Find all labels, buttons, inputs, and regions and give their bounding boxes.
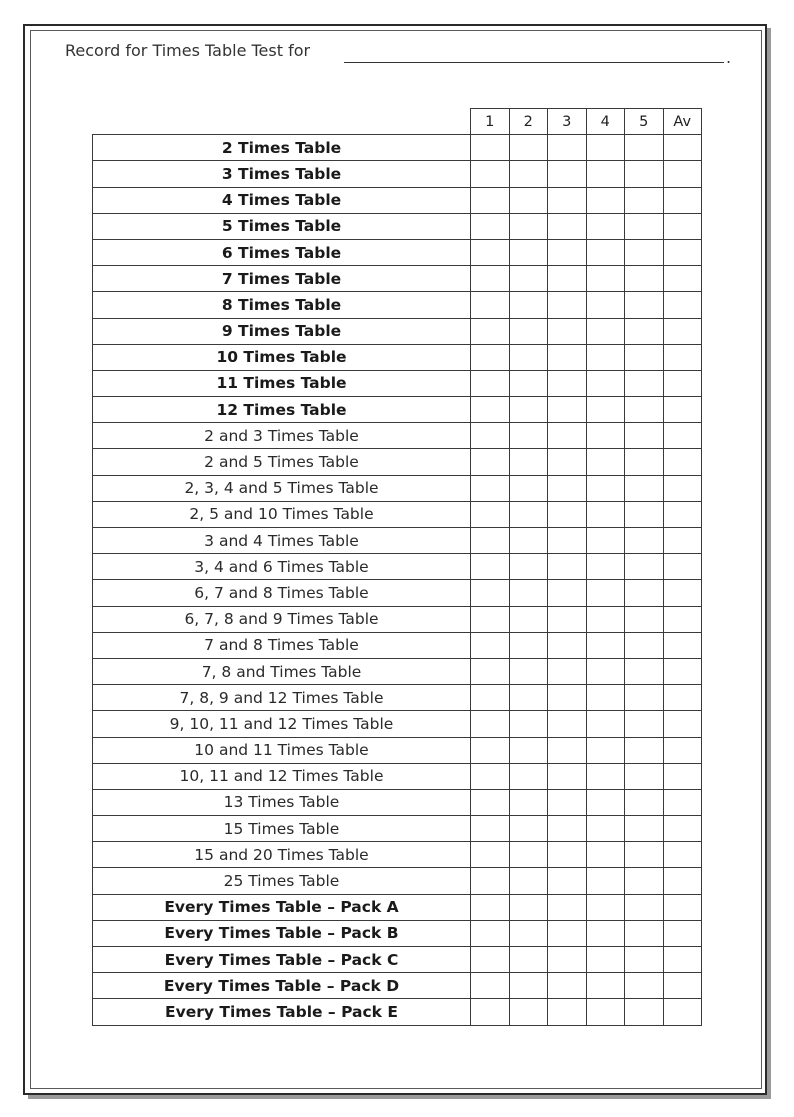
row-label: 12 Times Table bbox=[93, 397, 471, 423]
score-cell[interactable] bbox=[471, 658, 510, 684]
score-cell[interactable] bbox=[509, 763, 548, 789]
score-cell[interactable] bbox=[471, 213, 510, 239]
table-row bbox=[93, 528, 702, 554]
score-cell[interactable] bbox=[509, 370, 548, 396]
score-cell[interactable] bbox=[548, 239, 587, 265]
table-row bbox=[93, 842, 702, 868]
score-cell[interactable] bbox=[471, 501, 510, 527]
score-cell[interactable] bbox=[586, 397, 625, 423]
score-cell[interactable] bbox=[548, 685, 587, 711]
row-label: 7, 8, 9 and 12 Times Table bbox=[93, 685, 471, 711]
score-cell[interactable] bbox=[586, 711, 625, 737]
score-cell[interactable] bbox=[586, 318, 625, 344]
table-row bbox=[93, 947, 702, 973]
table-row bbox=[93, 763, 702, 789]
score-cell[interactable] bbox=[586, 999, 625, 1025]
table-row bbox=[93, 580, 702, 606]
score-cell[interactable] bbox=[471, 528, 510, 554]
table-row bbox=[93, 658, 702, 684]
row-label: Every Times Table – Pack D bbox=[93, 973, 471, 999]
row-label: 3 and 4 Times Table bbox=[93, 528, 471, 554]
row-label: Every Times Table – Pack E bbox=[93, 999, 471, 1025]
score-cell[interactable] bbox=[625, 370, 664, 396]
score-cell[interactable] bbox=[509, 685, 548, 711]
score-cell[interactable] bbox=[625, 292, 664, 318]
score-cell[interactable] bbox=[586, 501, 625, 527]
score-cell[interactable] bbox=[509, 161, 548, 187]
score-cell[interactable] bbox=[586, 868, 625, 894]
score-cell[interactable] bbox=[625, 397, 664, 423]
row-label: 3, 4 and 6 Times Table bbox=[93, 554, 471, 580]
score-cell[interactable] bbox=[509, 999, 548, 1025]
average-score-cell[interactable] bbox=[663, 685, 702, 711]
table-row bbox=[93, 370, 702, 396]
score-cell[interactable] bbox=[586, 816, 625, 842]
row-label: 3 Times Table bbox=[93, 161, 471, 187]
table-row bbox=[93, 632, 702, 658]
table-row bbox=[93, 449, 702, 475]
score-cell[interactable] bbox=[625, 580, 664, 606]
score-cell[interactable] bbox=[471, 789, 510, 815]
score-cell[interactable] bbox=[509, 894, 548, 920]
record-title: Record for Times Table Test for bbox=[65, 41, 311, 60]
average-score-cell[interactable] bbox=[663, 632, 702, 658]
table-row bbox=[93, 920, 702, 946]
score-cell[interactable] bbox=[509, 632, 548, 658]
score-cell[interactable] bbox=[509, 947, 548, 973]
score-cell[interactable] bbox=[471, 397, 510, 423]
score-cell[interactable] bbox=[548, 580, 587, 606]
score-cell[interactable] bbox=[471, 292, 510, 318]
average-score-cell[interactable] bbox=[663, 135, 702, 161]
row-label: 13 Times Table bbox=[93, 789, 471, 815]
table-row bbox=[93, 999, 702, 1025]
table-row bbox=[93, 475, 702, 501]
score-cell[interactable] bbox=[548, 632, 587, 658]
table-row bbox=[93, 973, 702, 999]
table-row bbox=[93, 501, 702, 527]
score-cell[interactable] bbox=[625, 135, 664, 161]
record-end-mark: . bbox=[726, 48, 732, 67]
score-cell[interactable] bbox=[625, 920, 664, 946]
table-row bbox=[93, 737, 702, 763]
table-body bbox=[93, 135, 702, 1025]
score-cell[interactable] bbox=[509, 187, 548, 213]
score-cell[interactable] bbox=[586, 475, 625, 501]
table-row bbox=[93, 554, 702, 580]
score-cell[interactable] bbox=[586, 370, 625, 396]
score-cell[interactable] bbox=[625, 187, 664, 213]
table-row bbox=[93, 816, 702, 842]
score-cell[interactable] bbox=[548, 606, 587, 632]
table-row bbox=[93, 711, 702, 737]
row-label: 4 Times Table bbox=[93, 187, 471, 213]
score-cell[interactable] bbox=[548, 920, 587, 946]
page-shadow-right bbox=[767, 28, 771, 1099]
score-cell[interactable] bbox=[548, 554, 587, 580]
score-cell[interactable] bbox=[471, 318, 510, 344]
score-cell[interactable] bbox=[625, 658, 664, 684]
score-cell[interactable] bbox=[471, 685, 510, 711]
row-label: 2 and 5 Times Table bbox=[93, 449, 471, 475]
score-cell[interactable] bbox=[586, 973, 625, 999]
table-row bbox=[93, 292, 702, 318]
page-shadow-bottom bbox=[28, 1095, 770, 1099]
row-label: 11 Times Table bbox=[93, 370, 471, 396]
score-cell[interactable] bbox=[586, 528, 625, 554]
score-cell[interactable] bbox=[471, 842, 510, 868]
score-cell[interactable] bbox=[548, 501, 587, 527]
row-label: 6 Times Table bbox=[93, 239, 471, 265]
score-cell[interactable] bbox=[548, 894, 587, 920]
score-cell[interactable] bbox=[471, 423, 510, 449]
score-cell[interactable] bbox=[548, 135, 587, 161]
score-cell[interactable] bbox=[471, 606, 510, 632]
score-cell[interactable] bbox=[548, 318, 587, 344]
average-score-cell[interactable] bbox=[663, 501, 702, 527]
score-cell[interactable] bbox=[625, 161, 664, 187]
average-score-cell[interactable] bbox=[663, 947, 702, 973]
score-cell[interactable] bbox=[471, 920, 510, 946]
score-cell[interactable] bbox=[586, 423, 625, 449]
score-cell[interactable] bbox=[625, 711, 664, 737]
score-cell[interactable] bbox=[625, 344, 664, 370]
row-label: 6, 7, 8 and 9 Times Table bbox=[93, 606, 471, 632]
average-score-cell[interactable] bbox=[663, 554, 702, 580]
row-label: 10 Times Table bbox=[93, 344, 471, 370]
table-row bbox=[93, 344, 702, 370]
row-label: Every Times Table – Pack B bbox=[93, 920, 471, 946]
score-cell[interactable] bbox=[625, 947, 664, 973]
score-cell[interactable] bbox=[625, 239, 664, 265]
score-cell[interactable] bbox=[471, 816, 510, 842]
score-cell[interactable] bbox=[625, 475, 664, 501]
score-cell[interactable] bbox=[509, 606, 548, 632]
average-score-cell[interactable] bbox=[663, 920, 702, 946]
score-cell[interactable] bbox=[471, 449, 510, 475]
row-label: 2, 5 and 10 Times Table bbox=[93, 501, 471, 527]
score-cell[interactable] bbox=[586, 894, 625, 920]
score-cell[interactable] bbox=[625, 554, 664, 580]
score-cell[interactable] bbox=[509, 475, 548, 501]
average-score-cell[interactable] bbox=[663, 711, 702, 737]
score-cell[interactable] bbox=[548, 423, 587, 449]
score-cell[interactable] bbox=[625, 318, 664, 344]
score-cell[interactable] bbox=[625, 685, 664, 711]
score-cell[interactable] bbox=[586, 161, 625, 187]
score-cell[interactable] bbox=[586, 266, 625, 292]
score-cell[interactable] bbox=[625, 816, 664, 842]
average-score-cell[interactable] bbox=[663, 868, 702, 894]
score-cell[interactable] bbox=[471, 370, 510, 396]
row-label: 6, 7 and 8 Times Table bbox=[93, 580, 471, 606]
average-score-cell[interactable] bbox=[663, 187, 702, 213]
score-cell[interactable] bbox=[509, 868, 548, 894]
table-row bbox=[93, 397, 702, 423]
score-cell[interactable] bbox=[548, 947, 587, 973]
column-header-test-3: 3 bbox=[548, 109, 587, 135]
score-cell[interactable] bbox=[509, 292, 548, 318]
average-score-cell[interactable] bbox=[663, 973, 702, 999]
table-row bbox=[93, 266, 702, 292]
score-cell[interactable] bbox=[509, 266, 548, 292]
score-cell[interactable] bbox=[548, 789, 587, 815]
average-score-cell[interactable] bbox=[663, 528, 702, 554]
score-cell[interactable] bbox=[548, 528, 587, 554]
score-cell[interactable] bbox=[586, 292, 625, 318]
score-cell[interactable] bbox=[471, 894, 510, 920]
average-score-cell[interactable] bbox=[663, 318, 702, 344]
average-score-cell[interactable] bbox=[663, 213, 702, 239]
table-row bbox=[93, 894, 702, 920]
score-cell[interactable] bbox=[548, 658, 587, 684]
score-cell[interactable] bbox=[548, 344, 587, 370]
table-row bbox=[93, 868, 702, 894]
score-cell[interactable] bbox=[548, 475, 587, 501]
score-cell[interactable] bbox=[586, 554, 625, 580]
score-cell[interactable] bbox=[625, 423, 664, 449]
score-cell[interactable] bbox=[471, 973, 510, 999]
score-cell[interactable] bbox=[471, 763, 510, 789]
score-cell[interactable] bbox=[586, 685, 625, 711]
average-score-cell[interactable] bbox=[663, 658, 702, 684]
row-label: Every Times Table – Pack A bbox=[93, 894, 471, 920]
score-cell[interactable] bbox=[625, 737, 664, 763]
average-score-cell[interactable] bbox=[663, 816, 702, 842]
score-cell[interactable] bbox=[625, 868, 664, 894]
score-cell[interactable] bbox=[471, 135, 510, 161]
score-cell[interactable] bbox=[509, 239, 548, 265]
times-table-record-grid bbox=[92, 108, 702, 1026]
score-cell[interactable] bbox=[509, 711, 548, 737]
score-cell[interactable] bbox=[586, 920, 625, 946]
score-cell[interactable] bbox=[509, 580, 548, 606]
score-cell[interactable] bbox=[625, 501, 664, 527]
average-score-cell[interactable] bbox=[663, 999, 702, 1025]
score-cell[interactable] bbox=[625, 894, 664, 920]
column-header-test-5: 5 bbox=[625, 109, 664, 135]
score-cell[interactable] bbox=[471, 161, 510, 187]
score-cell[interactable] bbox=[625, 632, 664, 658]
score-cell[interactable] bbox=[548, 711, 587, 737]
score-cell[interactable] bbox=[509, 816, 548, 842]
table-row bbox=[93, 187, 702, 213]
score-cell[interactable] bbox=[548, 213, 587, 239]
score-cell[interactable] bbox=[509, 789, 548, 815]
column-header-test-2: 2 bbox=[509, 109, 548, 135]
row-label: 15 Times Table bbox=[93, 816, 471, 842]
score-cell[interactable] bbox=[548, 842, 587, 868]
score-cell[interactable] bbox=[586, 947, 625, 973]
score-cell[interactable] bbox=[471, 999, 510, 1025]
score-cell[interactable] bbox=[471, 266, 510, 292]
score-cell[interactable] bbox=[586, 213, 625, 239]
table-row bbox=[93, 685, 702, 711]
score-cell[interactable] bbox=[625, 842, 664, 868]
average-score-cell[interactable] bbox=[663, 423, 702, 449]
score-cell[interactable] bbox=[509, 658, 548, 684]
score-cell[interactable] bbox=[548, 370, 587, 396]
score-cell[interactable] bbox=[586, 842, 625, 868]
row-label: 10, 11 and 12 Times Table bbox=[93, 763, 471, 789]
average-score-cell[interactable] bbox=[663, 763, 702, 789]
average-score-cell[interactable] bbox=[663, 449, 702, 475]
average-score-cell[interactable] bbox=[663, 266, 702, 292]
score-cell[interactable] bbox=[471, 737, 510, 763]
row-label: 7 Times Table bbox=[93, 266, 471, 292]
row-label: 5 Times Table bbox=[93, 213, 471, 239]
score-cell[interactable] bbox=[509, 842, 548, 868]
row-label: 8 Times Table bbox=[93, 292, 471, 318]
score-cell[interactable] bbox=[586, 580, 625, 606]
score-cell[interactable] bbox=[471, 554, 510, 580]
score-cell[interactable] bbox=[625, 763, 664, 789]
score-cell[interactable] bbox=[509, 135, 548, 161]
row-label: 2 Times Table bbox=[93, 135, 471, 161]
score-cell[interactable] bbox=[471, 187, 510, 213]
header-row bbox=[93, 109, 702, 135]
score-cell[interactable] bbox=[586, 658, 625, 684]
average-score-cell[interactable] bbox=[663, 370, 702, 396]
average-score-cell[interactable] bbox=[663, 580, 702, 606]
score-cell[interactable] bbox=[586, 632, 625, 658]
average-score-cell[interactable] bbox=[663, 475, 702, 501]
table-row bbox=[93, 318, 702, 344]
score-cell[interactable] bbox=[471, 239, 510, 265]
score-cell[interactable] bbox=[625, 266, 664, 292]
score-cell[interactable] bbox=[509, 973, 548, 999]
row-label: Every Times Table – Pack C bbox=[93, 947, 471, 973]
score-cell[interactable] bbox=[471, 632, 510, 658]
table-row bbox=[93, 239, 702, 265]
score-cell[interactable] bbox=[548, 737, 587, 763]
table-row bbox=[93, 606, 702, 632]
column-header-test-1: 1 bbox=[471, 109, 510, 135]
table-row bbox=[93, 423, 702, 449]
row-label: 7, 8 and Times Table bbox=[93, 658, 471, 684]
average-score-cell[interactable] bbox=[663, 344, 702, 370]
row-label: 9 Times Table bbox=[93, 318, 471, 344]
score-cell[interactable] bbox=[509, 737, 548, 763]
average-score-cell[interactable] bbox=[663, 606, 702, 632]
score-cell[interactable] bbox=[471, 711, 510, 737]
score-cell[interactable] bbox=[625, 528, 664, 554]
average-score-cell[interactable] bbox=[663, 789, 702, 815]
score-cell[interactable] bbox=[586, 135, 625, 161]
score-cell[interactable] bbox=[509, 344, 548, 370]
score-cell[interactable] bbox=[548, 973, 587, 999]
table-row bbox=[93, 135, 702, 161]
score-cell[interactable] bbox=[548, 763, 587, 789]
score-cell[interactable] bbox=[586, 239, 625, 265]
score-cell[interactable] bbox=[548, 868, 587, 894]
score-cell[interactable] bbox=[471, 868, 510, 894]
score-cell[interactable] bbox=[586, 606, 625, 632]
score-cell[interactable] bbox=[548, 397, 587, 423]
average-score-cell[interactable] bbox=[663, 292, 702, 318]
score-cell[interactable] bbox=[625, 213, 664, 239]
score-cell[interactable] bbox=[471, 344, 510, 370]
score-cell[interactable] bbox=[471, 475, 510, 501]
score-cell[interactable] bbox=[586, 789, 625, 815]
row-label: 7 and 8 Times Table bbox=[93, 632, 471, 658]
score-cell[interactable] bbox=[625, 449, 664, 475]
score-cell[interactable] bbox=[586, 449, 625, 475]
table-row bbox=[93, 789, 702, 815]
score-cell[interactable] bbox=[548, 292, 587, 318]
column-header-average: Av bbox=[663, 109, 702, 135]
table-row bbox=[93, 161, 702, 187]
score-cell[interactable] bbox=[548, 816, 587, 842]
score-cell[interactable] bbox=[625, 606, 664, 632]
score-cell[interactable] bbox=[548, 266, 587, 292]
score-cell[interactable] bbox=[548, 999, 587, 1025]
score-cell[interactable] bbox=[471, 580, 510, 606]
score-cell[interactable] bbox=[509, 318, 548, 344]
score-cell[interactable] bbox=[586, 187, 625, 213]
score-cell[interactable] bbox=[471, 947, 510, 973]
row-label: 2, 3, 4 and 5 Times Table bbox=[93, 475, 471, 501]
column-header-test-4: 4 bbox=[586, 109, 625, 135]
score-cell[interactable] bbox=[509, 920, 548, 946]
score-cell[interactable] bbox=[509, 528, 548, 554]
header-corner bbox=[93, 109, 471, 135]
table-row bbox=[93, 213, 702, 239]
average-score-cell[interactable] bbox=[663, 894, 702, 920]
row-label: 25 Times Table bbox=[93, 868, 471, 894]
row-label: 2 and 3 Times Table bbox=[93, 423, 471, 449]
score-cell[interactable] bbox=[509, 213, 548, 239]
score-cell[interactable] bbox=[509, 449, 548, 475]
score-cell[interactable] bbox=[509, 501, 548, 527]
score-cell[interactable] bbox=[548, 449, 587, 475]
average-score-cell[interactable] bbox=[663, 239, 702, 265]
row-label: 10 and 11 Times Table bbox=[93, 737, 471, 763]
row-label: 15 and 20 Times Table bbox=[93, 842, 471, 868]
score-cell[interactable] bbox=[548, 161, 587, 187]
row-label: 9, 10, 11 and 12 Times Table bbox=[93, 711, 471, 737]
average-score-cell[interactable] bbox=[663, 397, 702, 423]
score-cell[interactable] bbox=[509, 423, 548, 449]
score-cell[interactable] bbox=[509, 397, 548, 423]
average-score-cell[interactable] bbox=[663, 737, 702, 763]
score-cell[interactable] bbox=[625, 999, 664, 1025]
score-cell[interactable] bbox=[625, 789, 664, 815]
name-blank-line bbox=[344, 62, 724, 63]
score-cell[interactable] bbox=[586, 763, 625, 789]
score-cell[interactable] bbox=[548, 187, 587, 213]
score-cell[interactable] bbox=[586, 344, 625, 370]
score-cell[interactable] bbox=[586, 737, 625, 763]
average-score-cell[interactable] bbox=[663, 161, 702, 187]
score-cell[interactable] bbox=[509, 554, 548, 580]
score-cell[interactable] bbox=[625, 973, 664, 999]
average-score-cell[interactable] bbox=[663, 842, 702, 868]
